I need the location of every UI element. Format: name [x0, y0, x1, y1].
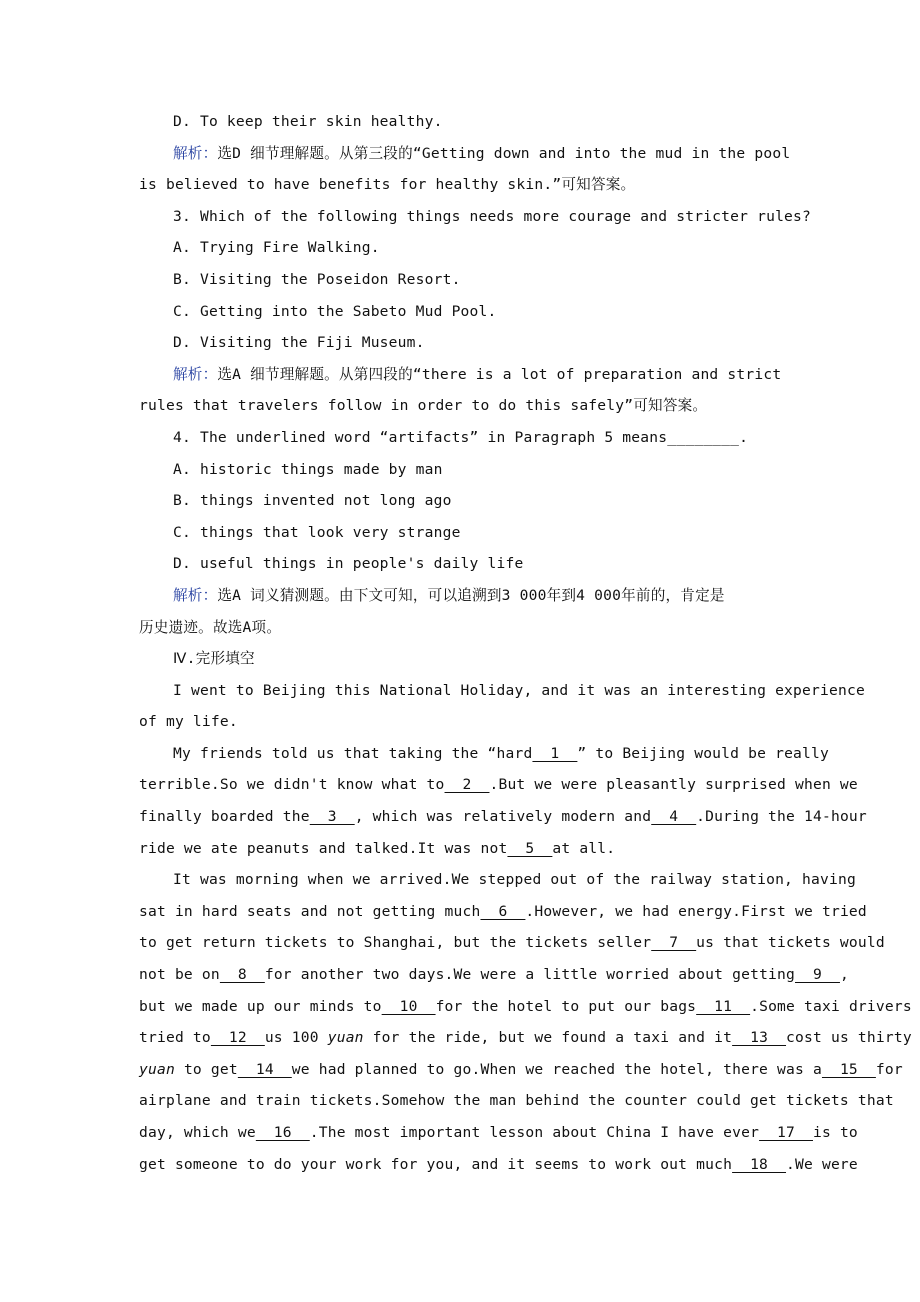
passage-line	[139, 1022, 912, 1054]
passage-line	[139, 738, 830, 770]
text: tried to	[139, 1029, 211, 1047]
q4-option-d: D. useful things in people's daily life	[173, 555, 524, 573]
analysis-text: 选A 词义猜测题。由下文可知，可以追溯到3 000年到4 000年前的，肯定是	[217, 586, 725, 604]
analysis-label: 解析：	[173, 144, 218, 162]
text: sat in hard seats and not getting much	[139, 902, 481, 920]
passage-line: I went to Beijing this National Holiday, and it was an interesting experience	[173, 681, 865, 699]
text: but we made up our minds to	[139, 997, 382, 1015]
text: ” to Beijing would be really	[577, 744, 830, 762]
blank-5: 5	[507, 839, 553, 857]
blank-6: 6	[480, 902, 526, 920]
q2-option-d: D. To keep their skin healthy.	[173, 113, 443, 130]
text: at all.	[552, 839, 616, 857]
text: for	[875, 1060, 903, 1078]
text: not be on	[139, 966, 220, 984]
text: us that tickets would	[696, 934, 885, 952]
text: .The most important lesson about China I have ever	[309, 1124, 760, 1141]
blank-12: 12	[210, 1029, 265, 1047]
blank-10: 10	[381, 997, 436, 1015]
q3-analysis-cont: rules that travelers follow in order to do this safely”可知答案。	[139, 397, 708, 415]
document-page	[139, 106, 912, 1180]
q3-option-a: A. Trying Fire Walking.	[173, 239, 380, 257]
passage-line	[139, 1054, 903, 1086]
yuan-italic: yuan	[139, 1060, 175, 1078]
text: cost us thirty	[786, 1029, 912, 1047]
text: is to	[812, 1124, 858, 1141]
section-heading: Ⅳ.完形填空	[173, 650, 255, 668]
q4-answer-blank: ________	[667, 428, 740, 446]
blank-2: 2	[444, 776, 490, 794]
text: to get	[174, 1060, 238, 1078]
q3-question: 3. Which of the following things needs more courage and stricter rules?	[173, 207, 812, 225]
blank-14: 14	[237, 1060, 292, 1078]
q3-option-b: B. Visiting the Poseidon Resort.	[173, 270, 461, 288]
passage-line	[139, 896, 867, 928]
blank-1: 1	[532, 744, 578, 762]
blank-11: 11	[696, 997, 751, 1015]
q4-question-end: .	[739, 428, 749, 446]
text: .Some taxi drivers	[750, 997, 912, 1015]
analysis-text: 选D 细节理解题。从第三段的“Getting down and into the mud in the pool	[217, 144, 791, 162]
blank-3: 3	[309, 808, 355, 826]
q3-analysis	[139, 359, 807, 391]
blank-16: 16	[255, 1124, 310, 1141]
passage-line	[139, 991, 912, 1023]
passage-line: of my life.	[139, 713, 238, 731]
text: .However, we had energy.First we tried	[525, 902, 867, 920]
text: .But we were pleasantly surprised when we	[489, 776, 858, 794]
text: for the ride, but we found a taxi and it	[363, 1029, 733, 1047]
blank-17: 17	[759, 1124, 813, 1141]
q2-analysis	[139, 138, 807, 170]
text: .We were	[786, 1155, 858, 1173]
blank-15: 15	[821, 1060, 876, 1078]
analysis-label: 解析：	[173, 586, 218, 604]
blank-4: 4	[651, 808, 697, 826]
text: for the hotel to put our bags	[435, 997, 697, 1015]
q4-option-b: B. things invented not long ago	[173, 492, 452, 510]
text: we had planned to go.When we reached the hotel, there was a	[291, 1060, 822, 1078]
q4-question	[139, 422, 807, 454]
passage-line	[139, 1117, 858, 1149]
blank-18: 18	[732, 1155, 787, 1173]
q4-question-text: 4. The underlined word “artifacts” in Paragraph 5 means	[173, 428, 668, 446]
blank-7: 7	[651, 934, 697, 952]
passage-line	[139, 833, 807, 865]
analysis-label: 解析：	[173, 365, 218, 383]
text: for another two days.We were a little worried about getting	[264, 966, 796, 984]
passage-line	[139, 769, 858, 801]
text: My friends told us that taking the “hard	[173, 744, 533, 762]
passage-line: airplane and train tickets.Somehow the man behind the counter could get tickets that	[139, 1092, 894, 1110]
q3-option-d: D. Visiting the Fiji Museum.	[173, 334, 425, 352]
blank-9: 9	[795, 966, 840, 984]
yuan-italic: yuan	[327, 1029, 364, 1047]
text: .During the 14-hour	[696, 808, 867, 826]
q4-option-a: A. historic things made by man	[173, 460, 443, 478]
q2-analysis-cont: is believed to have benefits for healthy skin.”可知答案。	[139, 176, 636, 194]
text: ride we ate peanuts and talked.It was not	[139, 839, 508, 857]
text: , which was relatively modern and	[354, 808, 652, 826]
q3-option-c: C. Getting into the Sabeto Mud Pool.	[173, 302, 497, 320]
text: finally boarded the	[139, 808, 310, 826]
text: day, which we	[139, 1124, 256, 1141]
text: us 100	[264, 1029, 328, 1047]
passage-line: It was morning when we arrived.We stepped out of the railway station, having	[173, 871, 856, 889]
blank-13: 13	[732, 1029, 787, 1047]
passage-line	[139, 959, 849, 991]
passage-line	[139, 927, 885, 959]
text: ,	[839, 966, 849, 984]
text: to get return tickets to Shanghai, but the tickets seller	[139, 934, 652, 952]
text: get someone to do your work for you, and it seems to work out much	[139, 1155, 733, 1173]
text: terrible.So we didn't know what to	[139, 776, 445, 794]
q4-analysis-cont: 历史遗迹。故选A项。	[139, 618, 282, 636]
q4-analysis	[139, 580, 807, 612]
blank-8: 8	[219, 966, 265, 984]
analysis-text: 选A 细节理解题。从第四段的“there is a lot of preparation and strict	[217, 365, 782, 383]
passage-line	[139, 801, 867, 833]
q4-option-c: C. things that look very strange	[173, 523, 461, 541]
passage-line	[139, 1149, 858, 1181]
